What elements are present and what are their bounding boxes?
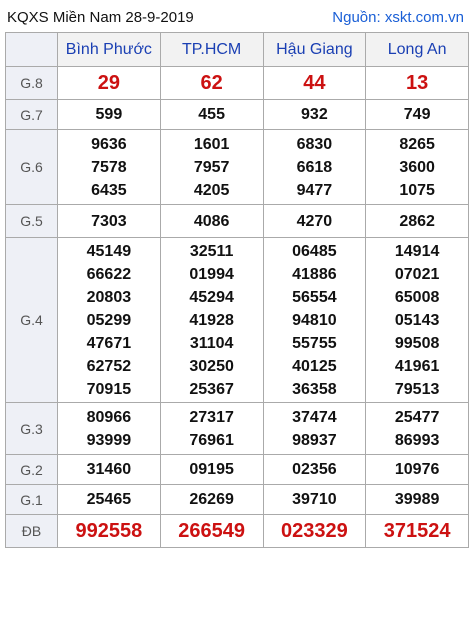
prize-number: 31460 <box>86 461 132 478</box>
prize-cell <box>263 67 366 100</box>
prize-number: 99508 <box>394 334 440 352</box>
prize-label: G.7 <box>6 100 58 130</box>
prize-number: 45149 <box>86 242 132 260</box>
prize-number: 4205 <box>193 181 230 199</box>
prize-number: 25367 <box>189 380 234 398</box>
prize-number: 2862 <box>399 212 435 230</box>
prize-number: 80966 <box>86 408 132 426</box>
prize-cell <box>58 485 161 515</box>
prize-number: 3600 <box>399 158 435 176</box>
prize-cell <box>366 515 469 548</box>
prize-row-db <box>6 515 469 548</box>
prize-number: 40125 <box>292 357 337 375</box>
prize-label: G.2 <box>6 455 58 485</box>
prize-cell <box>366 238 469 403</box>
prize-cell <box>366 485 469 515</box>
prize-cell <box>160 485 263 515</box>
prize-number: 65008 <box>394 288 440 306</box>
prize-cell <box>160 67 263 100</box>
prize-number: 371524 <box>383 519 451 542</box>
prize-number: 266549 <box>178 519 245 542</box>
prize-number: 07021 <box>394 265 440 283</box>
prize-cell <box>160 515 263 548</box>
prize-number: 6618 <box>296 158 333 176</box>
prize-label: G.6 <box>6 130 58 205</box>
prize-number: 02356 <box>292 461 337 478</box>
corner-cell <box>6 33 58 67</box>
prize-number: 39710 <box>292 491 337 508</box>
prize-cell <box>58 455 161 485</box>
prize-cell <box>366 100 469 130</box>
prize-number: 4270 <box>296 212 333 230</box>
prize-number: 9477 <box>296 181 333 199</box>
prize-number: 9636 <box>91 135 127 153</box>
prize-cell <box>58 205 161 238</box>
prize-label: ĐB <box>6 515 58 548</box>
prize-number: 26269 <box>189 491 234 508</box>
prize-cell <box>160 130 263 205</box>
prize-cell <box>58 515 161 548</box>
prize-number: 6830 <box>296 135 333 153</box>
prize-number: 56554 <box>292 288 337 306</box>
results-panel <box>5 3 468 548</box>
prize-number: 37474 <box>292 408 337 426</box>
prize-cell <box>263 100 366 130</box>
prize-number: 30250 <box>189 357 234 375</box>
prize-label: G.8 <box>6 67 58 100</box>
prize-cell <box>58 238 161 403</box>
prize-number: 41961 <box>394 357 440 375</box>
prize-number: 13 <box>406 71 429 94</box>
prize-number: 66622 <box>86 265 132 283</box>
prize-number: 25465 <box>86 491 132 508</box>
prize-number: 01994 <box>189 265 234 283</box>
province-header: TP.HCM <box>160 33 263 67</box>
prize-number: 20803 <box>86 288 132 306</box>
results-table <box>5 32 469 548</box>
prize-number: 599 <box>95 106 123 123</box>
prize-cell <box>366 403 469 455</box>
prize-number: 98937 <box>292 431 337 449</box>
prize-number: 36358 <box>292 380 337 398</box>
prize-number: 39989 <box>394 491 440 508</box>
prize-number: 06485 <box>292 242 337 260</box>
prize-number: 7578 <box>91 158 127 176</box>
prize-cell <box>160 238 263 403</box>
prize-row-g1 <box>6 485 469 515</box>
prize-number: 47671 <box>86 334 132 352</box>
prize-number: 70915 <box>86 380 132 398</box>
prize-number: 749 <box>403 106 431 123</box>
prize-number: 62 <box>200 71 223 94</box>
prize-number: 41886 <box>292 265 337 283</box>
prize-number: 27317 <box>189 408 234 426</box>
prize-cell <box>263 515 366 548</box>
prize-number: 55755 <box>292 334 337 352</box>
province-header: Bình Phước <box>58 33 161 67</box>
prize-number: 79513 <box>394 380 440 398</box>
prize-cell <box>160 205 263 238</box>
prize-cell <box>366 455 469 485</box>
prize-row-g7 <box>6 100 469 130</box>
prize-number: 86993 <box>394 431 440 449</box>
prize-number: 992558 <box>75 519 143 542</box>
prize-number: 31104 <box>189 334 234 352</box>
prize-label: G.1 <box>6 485 58 515</box>
prize-number: 29 <box>97 71 120 94</box>
prize-number: 1075 <box>399 181 435 199</box>
prize-cell <box>263 130 366 205</box>
prize-cell <box>263 205 366 238</box>
source-link[interactable]: Nguồn: xskt.com.vn <box>332 9 464 26</box>
prize-cell <box>58 100 161 130</box>
prize-cell <box>366 67 469 100</box>
prize-cell <box>366 130 469 205</box>
prize-row-g3 <box>6 403 469 455</box>
prize-number: 14914 <box>394 242 440 260</box>
prize-number: 6435 <box>91 181 127 199</box>
prize-number: 4086 <box>193 212 230 230</box>
prize-cell <box>263 455 366 485</box>
prize-row-g4 <box>6 238 469 403</box>
prize-number: 62752 <box>86 357 132 375</box>
prize-number: 45294 <box>189 288 234 306</box>
prize-number: 10976 <box>394 461 440 478</box>
prize-cell <box>58 67 161 100</box>
province-header: Hậu Giang <box>263 33 366 67</box>
prize-row-g2 <box>6 455 469 485</box>
prize-number: 93999 <box>86 431 132 449</box>
prize-cell <box>160 403 263 455</box>
prize-number: 7303 <box>91 212 127 230</box>
prize-number: 32511 <box>189 242 234 260</box>
province-header: Long An <box>366 33 469 67</box>
prize-row-g8 <box>6 67 469 100</box>
prize-label: G.3 <box>6 403 58 455</box>
prize-cell <box>263 403 366 455</box>
prize-cell <box>160 100 263 130</box>
prize-number: 1601 <box>193 135 230 153</box>
prize-cell <box>160 455 263 485</box>
prize-row-g6 <box>6 130 469 205</box>
prize-number: 7957 <box>193 158 230 176</box>
prize-number: 8265 <box>399 135 435 153</box>
prize-number: 932 <box>301 106 328 123</box>
prize-number: 41928 <box>189 311 234 329</box>
prize-number: 455 <box>198 106 225 123</box>
prize-cell <box>366 205 469 238</box>
prize-label: G.4 <box>6 238 58 403</box>
prize-number: 05143 <box>394 311 440 329</box>
prize-cell <box>58 130 161 205</box>
prize-number: 05299 <box>86 311 132 329</box>
prize-row-g5 <box>6 205 469 238</box>
prize-cell <box>58 403 161 455</box>
prize-number: 44 <box>303 71 326 94</box>
page-title: KQXS Miền Nam 28-9-2019 <box>7 9 194 26</box>
prize-number: 09195 <box>189 461 234 478</box>
prize-cell <box>263 485 366 515</box>
prize-number: 25477 <box>394 408 440 426</box>
prize-label: G.5 <box>6 205 58 238</box>
header-bar <box>5 3 468 32</box>
prize-number: 94810 <box>292 311 337 329</box>
prize-number: 023329 <box>281 519 348 542</box>
prize-cell <box>263 238 366 403</box>
prize-number: 76961 <box>189 431 234 449</box>
